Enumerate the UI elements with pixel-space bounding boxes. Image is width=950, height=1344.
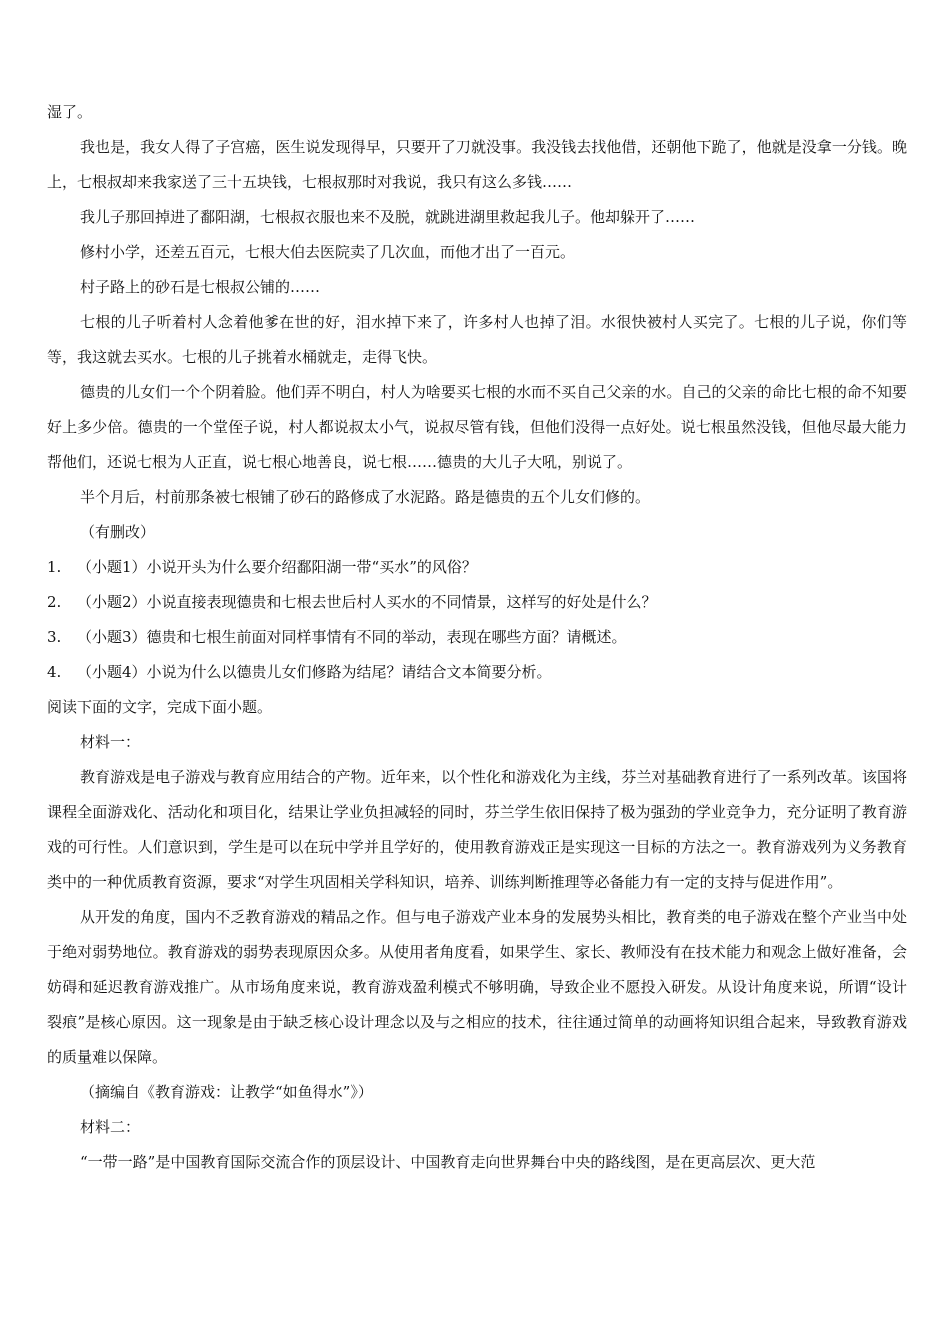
question-item — [47, 620, 907, 655]
question-item — [47, 655, 907, 690]
material-one-source: （摘编自《教育游戏：让教学“如鱼得水”》） — [80, 1083, 373, 1101]
question-number: 2. — [47, 593, 62, 611]
story-paragraph: 德贵的儿女们一个个阴着脸。他们弄不明白，村人为啥要买七根的水而不买自己父亲的水。自己的父亲的命比七根的命不知要好上多少倍。德贵的一个堂侄子说，村人都说叔太小气，说叔尽管有钱，但他们没得一点好处。说七根虽然没钱，但他尽最大能力帮他们，还说七根为人正直，说七根心地善良，说七根……德贵的大儿子大吼，别说了。 — [47, 383, 907, 471]
question-text: （小题4）小说为什么以德贵儿女们修路为结尾？请结合文本简要分析。 — [77, 663, 552, 681]
material-two-label: 材料二： — [80, 1118, 141, 1136]
question-item — [47, 550, 907, 585]
material-one-paragraph: 从开发的角度，国内不乏教育游戏的精品之作。但与电子游戏产业本身的发展势头相比，教育类的电子游戏在整个产业当中处于绝对弱势地位。教育游戏的弱势表现原因众多。从使用者角度看，如果学生、家长、教师没有在技术能力和观念上做好准备，会妨碍和延迟教育游戏推广。从市场角度来说，教育游戏盈利模式不够明确，导致企业不愿投入研发。从设计角度来说，所谓“设计裂痕”是核心原因。这一现象是由于缺乏核心设计理念以及与之相应的技术，往往通过简单的动画将知识组合起来，导致教育游戏的质量难以保障。 — [47, 908, 907, 1066]
material-one-label: 材料一： — [80, 733, 141, 751]
material-two-paragraph: “一带一路”是中国教育国际交流合作的顶层设计、中国教育走向世界舞台中央的路线图，是在更高层次、更大范 — [80, 1153, 816, 1171]
material-one-paragraph: 教育游戏是电子游戏与教育应用结合的产物。近年来，以个性化和游戏化为主线，芬兰对基础教育进行了一系列改革。该国将课程全面游戏化、活动化和项目化，结果让学业负担减轻的同时，芬兰学生依旧保持了极为强劲的学业竞争力，充分证明了教育游戏的可行性。人们意识到，学生是可以在玩中学并且学好的，使用教育游戏正是实现这一目标的方法之一。教育游戏列为义务教育类中的一种优质教育资源，要求“对学生巩固相关学科知识，培养、训练判断推理等必备能力有一定的支持与促进作用”。 — [47, 768, 907, 891]
reading-instruction: 阅读下面的文字，完成下面小题。 — [47, 698, 273, 716]
story-paragraph: 修村小学，还差五百元，七根大伯去医院卖了几次血，而他才出了一百元。 — [80, 243, 576, 261]
story-paragraph: 我也是，我女人得了子宫癌，医生说发现得早，只要开了刀就没事。我没钱去找他借，还朝他下跪了，他就是没拿一分钱。晚上，七根叔却来我家送了三十五块钱，七根叔那时对我说，我只有这么多钱…… — [47, 138, 907, 191]
question-number: 4. — [47, 663, 62, 681]
story-fragment: 湿了。 — [47, 103, 93, 121]
question-text: （小题1）小说开头为什么要介绍鄱阳湖一带“买水”的风俗？ — [77, 558, 477, 576]
question-item — [47, 585, 907, 620]
edit-note: （有删改） — [80, 523, 156, 541]
story-paragraph: 七根的儿子听着村人念着他爹在世的好，泪水掉下来了，许多村人也掉了泪。水很快被村人买完了。七根的儿子说，你们等等，我这就去买水。七根的儿子挑着水桶就走，走得飞快。 — [47, 313, 907, 366]
question-text: （小题3）德贵和七根生前面对同样事情有不同的举动，表现在哪些方面？请概述。 — [77, 628, 627, 646]
question-number: 1. — [47, 558, 62, 576]
story-paragraph: 半个月后，村前那条被七根铺了砂石的路修成了水泥路。路是德贵的五个儿女们修的。 — [80, 488, 651, 506]
story-paragraph: 我儿子那回掉进了鄱阳湖，七根叔衣服也来不及脱，就跳进湖里救起我儿子。他却躲开了…… — [80, 208, 696, 226]
question-number: 3. — [47, 628, 62, 646]
story-paragraph: 村子路上的砂石是七根叔公铺的…… — [80, 278, 321, 296]
question-text: （小题2）小说直接表现德贵和七根去世后村人买水的不同情景，这样写的好处是什么？ — [77, 593, 657, 611]
document-page — [47, 95, 907, 1180]
